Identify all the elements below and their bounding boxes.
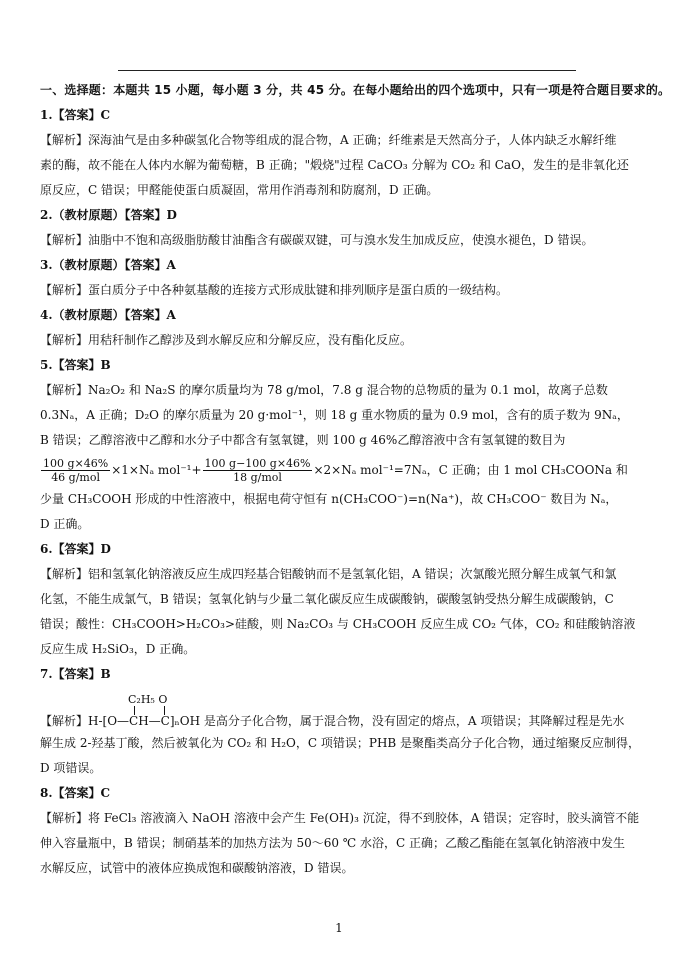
fraction-1-denominator: 46 g/mol (51, 471, 100, 484)
q7-analysis-line: D 项错误。 (40, 761, 102, 775)
q6-analysis-line: 反应生成 H₂SiO₃，D 正确。 (40, 642, 196, 656)
q3-analysis-line: 【解析】蛋白质分子中各种氨基酸的连接方式形成肽键和排列顺序是蛋白质的一级结构。 (40, 283, 509, 297)
fraction-2-numerator: 100 g−100 g×46% (204, 457, 311, 470)
q5-middle-text-1: ×1×Nₐ mol⁻¹+ (111, 463, 202, 477)
fraction-1-numerator: 100 g×46% (43, 457, 109, 470)
q2-analysis-line: 【解析】油脂中不饱和高级脂肪酸甘油酯含有碳碳双键，可与溴水发生加成反应，使溴水褪色，D 错误。 (40, 233, 594, 247)
q8-analysis-line: 【解析】将 FeCl₃ 溶液滴入 NaOH 溶液中会产生 Fe(OH)₃ 沉淀，得不到胶体，A 错误；定容时，胶头滴管不能 (40, 811, 640, 825)
q6-answer: 6.【答案】D (40, 542, 111, 556)
q7-analysis-line: 解生成 2-羟基丁酸，然后被氧化为 CO₂ 和 H₂O，C 项错误；PHB 是聚酯类高分子化合物，通过缩聚反应制得， (40, 736, 641, 750)
q8-analysis-line: 伸入容量瓶中，B 错误；制硝基苯的加热方法为 50～60 ℃ 水浴，C 正确；乙酸乙酯能在氢氧化钠溶液中发生 (40, 836, 626, 850)
q5-analysis-line: B 错误；乙醇溶液中乙醇和水分子中都含有氢氧键，则 100 g 46%乙醇溶液中含有氢氧键的数目为 (40, 433, 566, 447)
fraction-2-denominator: 18 g/mol (233, 471, 282, 484)
q6-analysis-line: 错误；酸性：CH₃COOH>H₂CO₃>硅酸，则 Na₂CO₃ 与 CH₃COOH 反应生成 CO₂ 气体，CO₂ 和硅酸钠溶液 (40, 617, 636, 631)
fraction-2 (203, 457, 313, 484)
page-number: 1 (335, 921, 343, 935)
q1-analysis-line: 【解析】深海油气是由多种碳氢化合物等组成的混合物，A 正确；纤维素是天然高分子，人体内缺乏水解纤维 (40, 133, 617, 147)
q6-analysis-line: 【解析】铝和氢氧化钠溶液反应生成四羟基合铝酸钠而不是氢氧化铝，A 错误；次氯酸光照分解生成氧气和氯 (40, 567, 617, 581)
phb-side-groups: C₂H₅ O (128, 693, 168, 706)
q4-answer: 4.（教材原题）【答案】A (40, 308, 176, 322)
q5-analysis-line: 少量 CH₃COOH 形成的中性溶液中，根据电荷守恒有 n(CH₃COO⁻)=n(Na⁺)，故 CH₃COO⁻ 数目为 Nₐ， (40, 492, 618, 506)
q1-analysis-line: 原反应，C 错误；甲醛能使蛋白质凝固，常用作消毒剂和防腐剂，D 正确。 (40, 183, 439, 197)
fraction-1 (41, 457, 110, 484)
answer-sheet (40, 78, 671, 881)
q4-analysis-line: 【解析】用秸秆制作乙醇涉及到水解反应和分解反应，没有酯化反应。 (40, 333, 413, 347)
q5-middle-text-2: ×2×Nₐ mol⁻¹=7Nₐ，C 正确；由 1 mol CH₃COONa 和 (313, 463, 628, 477)
q5-analysis-line: D 正确。 (40, 517, 90, 531)
phb-structure-block (40, 687, 642, 731)
q6-analysis-line: 化氢，不能生成氯气，B 错误；氢氧化钠与少量二氧化碳反应生成碳酸钠，碳酸氢钠受热分解生成碳酸钠，C (40, 592, 614, 606)
q5-analysis-line: 0.3Nₐ，A 正确；D₂O 的摩尔质量为 20 g·mol⁻¹，则 18 g 重水物质的量为 0.9 mol，含有的质子数为 9Nₐ， (40, 408, 629, 422)
q8-analysis-line: 水解反应，试管中的液体应换成饱和碳酸钠溶液，D 错误。 (40, 861, 354, 875)
q5-fraction-line (40, 453, 642, 487)
q1-analysis-line: 素的酶，故不能在人体内水解为葡萄糖，B 正确；"煅烧"过程 CaCO₃ 分解为 CO₂ 和 CaO，发生的是非氧化还 (40, 158, 629, 172)
q3-answer: 3.（教材原题）【答案】A (40, 258, 176, 272)
q5-analysis-line: 【解析】Na₂O₂ 和 Na₂S 的摩尔质量均为 78 g/mol，7.8 g 混合物的总物质的量为 0.1 mol，故离子总数 (40, 383, 608, 397)
q2-answer: 2.（教材原题）【答案】D (40, 208, 177, 222)
header-rule (118, 70, 576, 71)
q5-answer: 5.【答案】B (40, 358, 111, 372)
q8-answer: 8.【答案】C (40, 786, 111, 800)
q1-answer: 1.【答案】C (40, 108, 111, 122)
section-header: 一、选择题：本题共 15 小题，每小题 3 分，共 45 分。在每小题给出的四个选项中，只有一项是符合题目要求的。 (40, 83, 671, 97)
q7-answer: 7.【答案】B (40, 667, 111, 681)
q7-analysis-line: 【解析】H-[O—CH—C]ₙOH 是高分子化合物，属于混合物，没有固定的熔点，A 项错误；其降解过程是先水 (40, 714, 625, 728)
